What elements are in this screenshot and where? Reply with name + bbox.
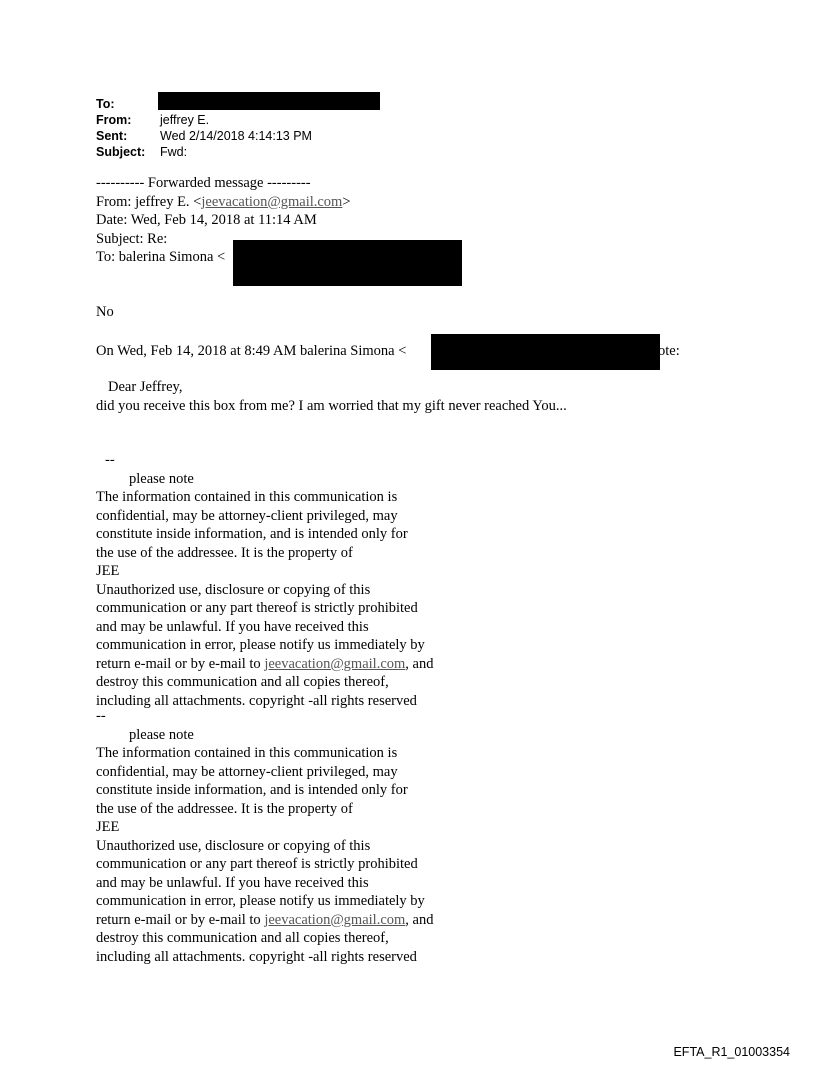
from-row	[96, 112, 312, 128]
forward-from-email-link[interactable]: jeevacation@gmail.com	[201, 193, 343, 210]
disclaimer-return-prefix: return e-mail or by e-mail to	[96, 655, 265, 672]
disclaimer-2-note: please note	[129, 726, 194, 743]
disclaimer-1-dashes: --	[105, 452, 115, 468]
quoted-greeting: Dear Jeffrey,	[108, 379, 183, 395]
forward-from-suffix: >	[342, 193, 351, 210]
disclaimer-line: including all attachments. copyright -all rights reserved	[96, 692, 417, 709]
disclaimer-email-link[interactable]: jeevacation@gmail.com	[264, 655, 406, 672]
to-label: To:	[96, 97, 115, 111]
disclaimer-return-line	[96, 911, 433, 930]
subject-value: Fwd:	[160, 145, 188, 159]
disclaimer-line: Unauthorized use, disclosure or copying of this	[96, 837, 371, 854]
forward-from-prefix: From: jeffrey E. <	[96, 193, 202, 210]
from-value: jeffrey E.	[160, 113, 210, 127]
disclaimer-line: destroy this communication and all copies thereof,	[96, 930, 389, 946]
disclaimer-1	[96, 451, 433, 710]
disclaimer-line: and may be unlawful. If you have received this	[96, 618, 369, 635]
disclaimer-return-suffix: , and	[405, 655, 434, 672]
disclaimer-line: The information contained in this communication is	[96, 489, 398, 505]
from-label: From:	[96, 113, 132, 127]
disclaimer-2-dashes: --	[96, 708, 106, 724]
forward-subject: Subject: Re:	[96, 230, 168, 247]
disclaimer-line: communication or any part thereof is strictly prohibited	[96, 600, 418, 616]
disclaimer-line: communication in error, please notify us immediately by	[96, 637, 425, 653]
subject-label: Subject:	[96, 145, 146, 159]
forward-separator: ---------- Forwarded message ---------	[96, 175, 311, 191]
disclaimer-line: destroy this communication and all copies thereof,	[96, 674, 389, 690]
document-id: EFTA_R1_01003354	[673, 1045, 790, 1059]
disclaimer-line: confidential, may be attorney-client privileged, may	[96, 507, 398, 524]
quoted-intro-prefix: On Wed, Feb 14, 2018 at 8:49 AM balerina Simona <	[96, 343, 407, 359]
disclaimer-line: JEE	[96, 819, 120, 835]
forwarded-block	[96, 174, 351, 267]
reply-body: No	[96, 304, 114, 320]
disclaimer-line: constitute inside information, and is intended only for	[96, 782, 408, 798]
subject-row	[96, 144, 312, 160]
disclaimer-line: confidential, may be attorney-client privileged, may	[96, 763, 398, 780]
disclaimer-return-prefix: return e-mail or by e-mail to	[96, 911, 265, 928]
forward-to: To: balerina Simona <	[96, 249, 226, 265]
disclaimer-line: constitute inside information, and is intended only for	[96, 526, 408, 542]
quoted-message	[96, 378, 567, 415]
sent-label: Sent:	[96, 129, 128, 143]
disclaimer-2	[96, 707, 433, 966]
disclaimer-email-link[interactable]: jeevacation@gmail.com	[264, 911, 406, 928]
disclaimer-line: and may be unlawful. If you have received this	[96, 874, 369, 891]
disclaimer-line: The information contained in this communication is	[96, 745, 398, 761]
disclaimer-line: communication or any part thereof is strictly prohibited	[96, 856, 418, 872]
disclaimer-line: Unauthorized use, disclosure or copying of this	[96, 581, 371, 598]
disclaimer-1-note: please note	[129, 470, 194, 487]
sent-value: Wed 2/14/2018 4:14:13 PM	[160, 129, 312, 143]
sent-row	[96, 128, 312, 144]
forward-date: Date: Wed, Feb 14, 2018 at 11:14 AM	[96, 212, 317, 228]
quoted-intro-suffix: ote:	[658, 343, 680, 359]
disclaimer-line: the use of the addressee. It is the property of	[96, 544, 353, 561]
redaction-to-recipient	[158, 92, 380, 110]
disclaimer-line: communication in error, please notify us immediately by	[96, 893, 425, 909]
quoted-message-text: did you receive this box from me? I am worried that my gift never reached You...	[96, 397, 567, 414]
disclaimer-return-line	[96, 655, 433, 674]
disclaimer-return-suffix: , and	[405, 911, 434, 928]
disclaimer-line: including all attachments. copyright -all rights reserved	[96, 948, 417, 965]
quoted-intro	[96, 342, 686, 361]
disclaimer-line: JEE	[96, 563, 120, 579]
forward-from	[96, 193, 351, 212]
disclaimer-line: the use of the addressee. It is the property of	[96, 800, 353, 817]
